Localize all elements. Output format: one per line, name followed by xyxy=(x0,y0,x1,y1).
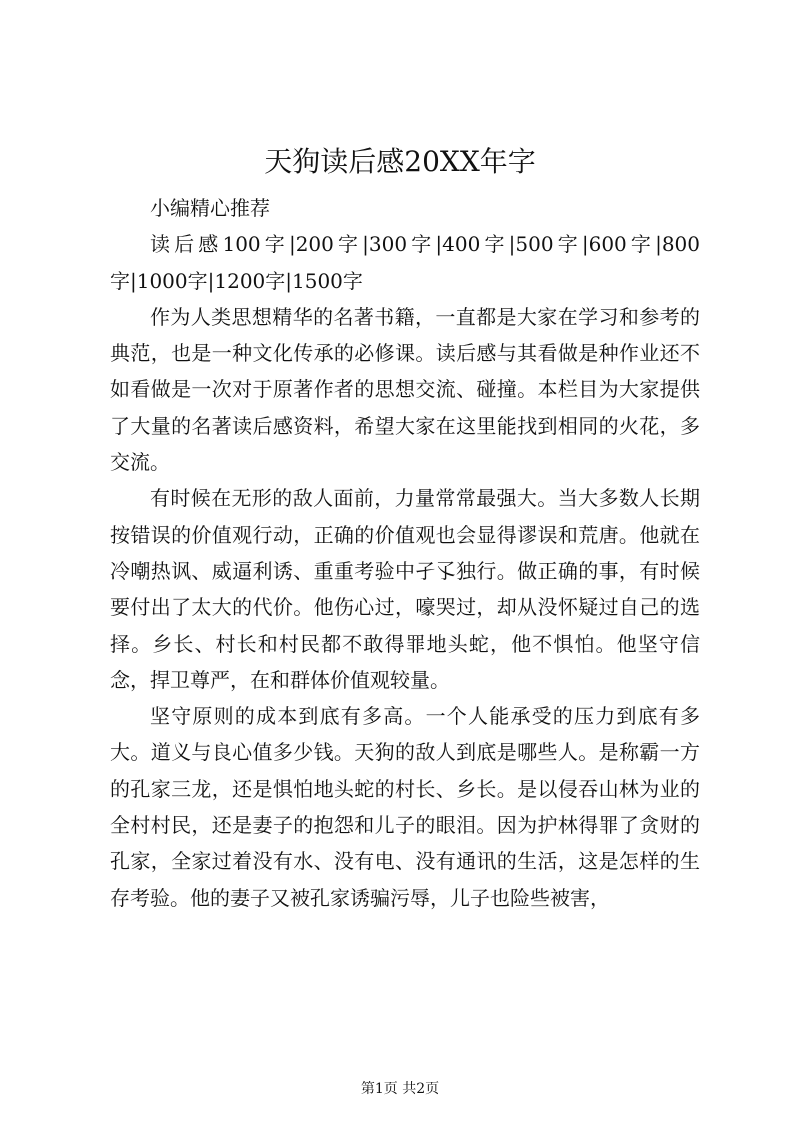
paragraph-recommend: 小编精心推荐 xyxy=(150,196,270,220)
page-footer: 第1页 共2页 xyxy=(360,1081,440,1097)
paragraph-intro: 作为人类思想精华的名著书籍，一直都是大家在学习和参考的典范，也是一种文化传承的必修课。读后感与其看做是种作业还不如看做是一次对于原著作者的思想交流、碰撞。本栏目为大家提供了大量的名著读后感资料，希望大家在这里能找到相同的火花，多交流。 xyxy=(110,304,700,475)
paragraph-word-count-links: 读后感100字|200字|300字|400字|500字|600字|800字|1000字|1200字|1500字 xyxy=(110,232,700,293)
document-body xyxy=(110,190,700,916)
document-title: 天狗读后感20XX年字 xyxy=(264,145,536,178)
paragraph-main-2: 坚守原则的成本到底有多高。一个人能承受的压力到底有多大。道义与良心值多少钱。天狗的敌人到底是哪些人。是称霸一方的孔家三龙，还是惧怕地头蛇的村长、乡长。是以侵吞山林为业的全村村民，还是妻子的抱怨和儿子的眼泪。因为护林得罪了贪财的孔家，全家过着没有水、没有电、没有通讯的生活，这是怎样的生存考验。他的妻子又被孔家诱骗污辱，儿子也险些被害， xyxy=(110,704,700,910)
paragraph-main-1: 有时候在无形的敌人面前，力量常常最强大。当大多数人长期按错误的价值观行动，正确的价值观也会显得谬误和荒唐。他就在冷嘲热讽、威逼利诱、重重考验中孑孓独行。做正确的事，有时候要付出了太大的代价。他伤心过，嚎哭过，却从没怀疑过自己的选择。乡长、村长和村民都不敢得罪地头蛇，他不惧怕。他坚守信念，捍卫尊严，在和群体价值观较量。 xyxy=(110,486,700,692)
